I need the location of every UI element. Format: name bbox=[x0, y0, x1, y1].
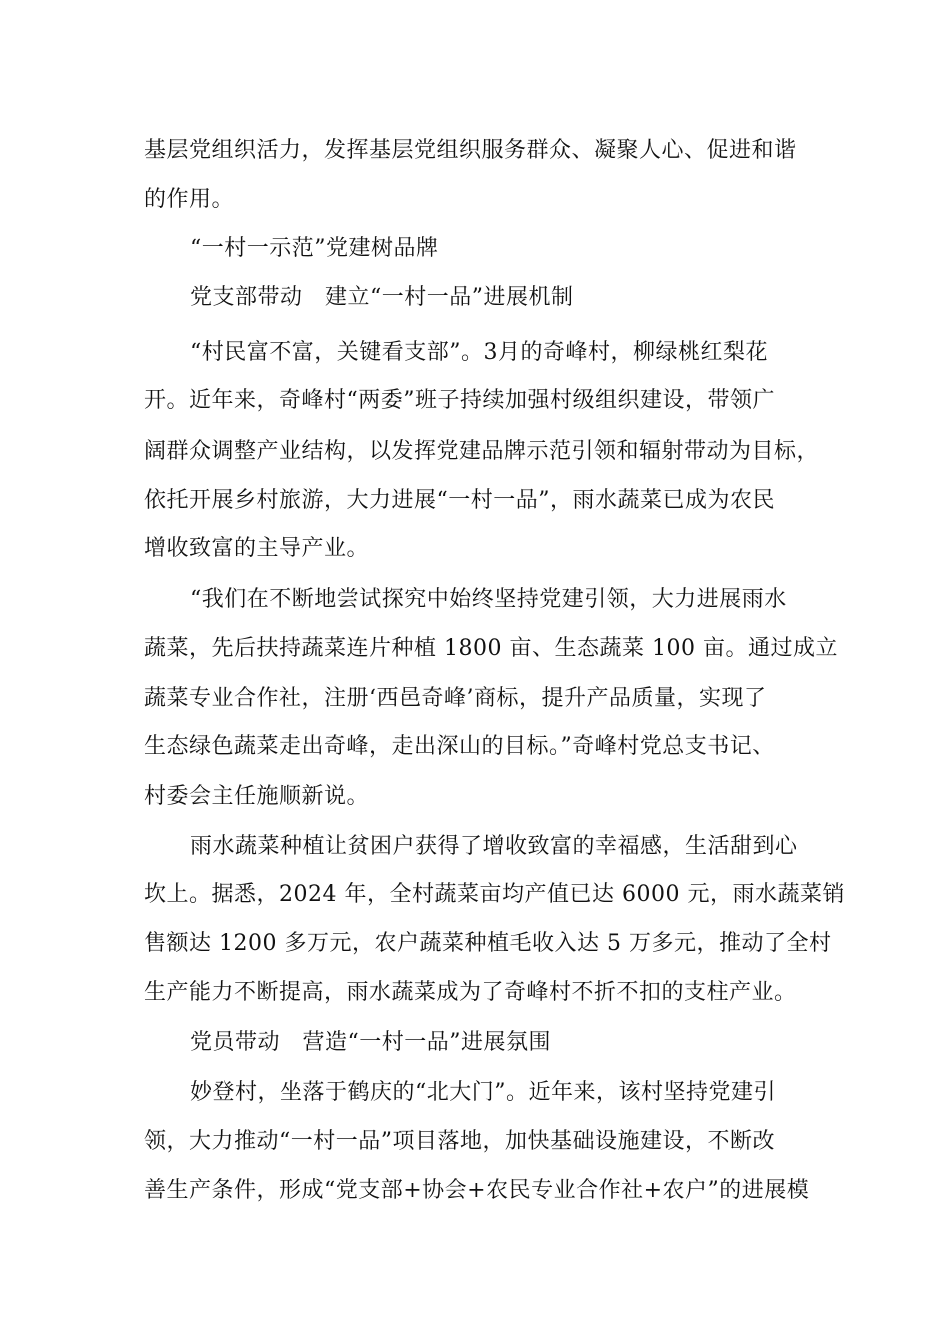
subsection-heading: 党员带动 营造“一村一品”进展氛围 bbox=[190, 1030, 551, 1055]
paragraph-line: 村委会主任施顺新说。 bbox=[144, 784, 370, 809]
paragraph-line: 领，大力推动“一村一品”项目落地，加快基础设施建设，不断改 bbox=[144, 1129, 775, 1154]
paragraph-line: 开。近年来，奇峰村“两委”班子持续加强村级组织建设，带领广 bbox=[144, 388, 775, 413]
paragraph-line: 坎上。据悉，2024 年，全村蔬菜亩均产值已达 6000 元，雨水蔬菜销 bbox=[144, 882, 845, 907]
paragraph-line: 妙登村，坐落于鹤庆的“北大门”。近年来，该村坚持党建引 bbox=[190, 1080, 776, 1105]
paragraph-line: 生态绿色蔬菜走出奇峰，走出深山的目标。”奇峰村党总支书记、 bbox=[144, 734, 775, 759]
paragraph-line: 雨水蔬菜种植让贫困户获得了增收致富的幸福感，生活甜到心 bbox=[190, 834, 798, 859]
section-heading: “一村一示范”党建树品牌 bbox=[190, 236, 439, 261]
subsection-heading: 党支部带动 建立“一村一品”进展机制 bbox=[190, 285, 574, 310]
paragraph-line: “村民富不富，关键看支部”。3月的奇峰村，柳绿桃红梨花 bbox=[190, 340, 768, 365]
paragraph-line: 售额达 1200 多万元，农户蔬菜种植毛收入达 5 万多元，推动了全村 bbox=[144, 931, 832, 956]
paragraph-line: 阔群众调整产业结构，以发挥党建品牌示范引领和辐射带动为目标， bbox=[144, 439, 820, 464]
paragraph-line: 蔬菜，先后扶持蔬菜连片种植 1800 亩、生态蔬菜 100 亩。通过成立 bbox=[144, 636, 838, 661]
paragraph-line: 增收致富的主导产业。 bbox=[144, 536, 370, 561]
paragraph-line: 蔬菜专业合作社，注册‘西邑奇峰’商标，提升产品质量，实现了 bbox=[144, 686, 767, 711]
paragraph-line: 依托开展乡村旅游，大力进展“一村一品”，雨水蔬菜已成为农民 bbox=[144, 488, 775, 513]
paragraph-line: 善生产条件，形成“党支部+协会+农民专业合作社+农户”的进展模 bbox=[144, 1178, 810, 1203]
paragraph-line: 的作用。 bbox=[144, 187, 235, 212]
paragraph-line: 生产能力不断提高，雨水蔬菜成为了奇峰村不折不扣的支柱产业。 bbox=[144, 980, 797, 1005]
paragraph-line: 基层党组织活力，发挥基层党组织服务群众、凝聚人心、促进和谐 bbox=[144, 138, 797, 163]
paragraph-line: “我们在不断地尝试探究中始终坚持党建引领，大力进展雨水 bbox=[190, 587, 787, 612]
